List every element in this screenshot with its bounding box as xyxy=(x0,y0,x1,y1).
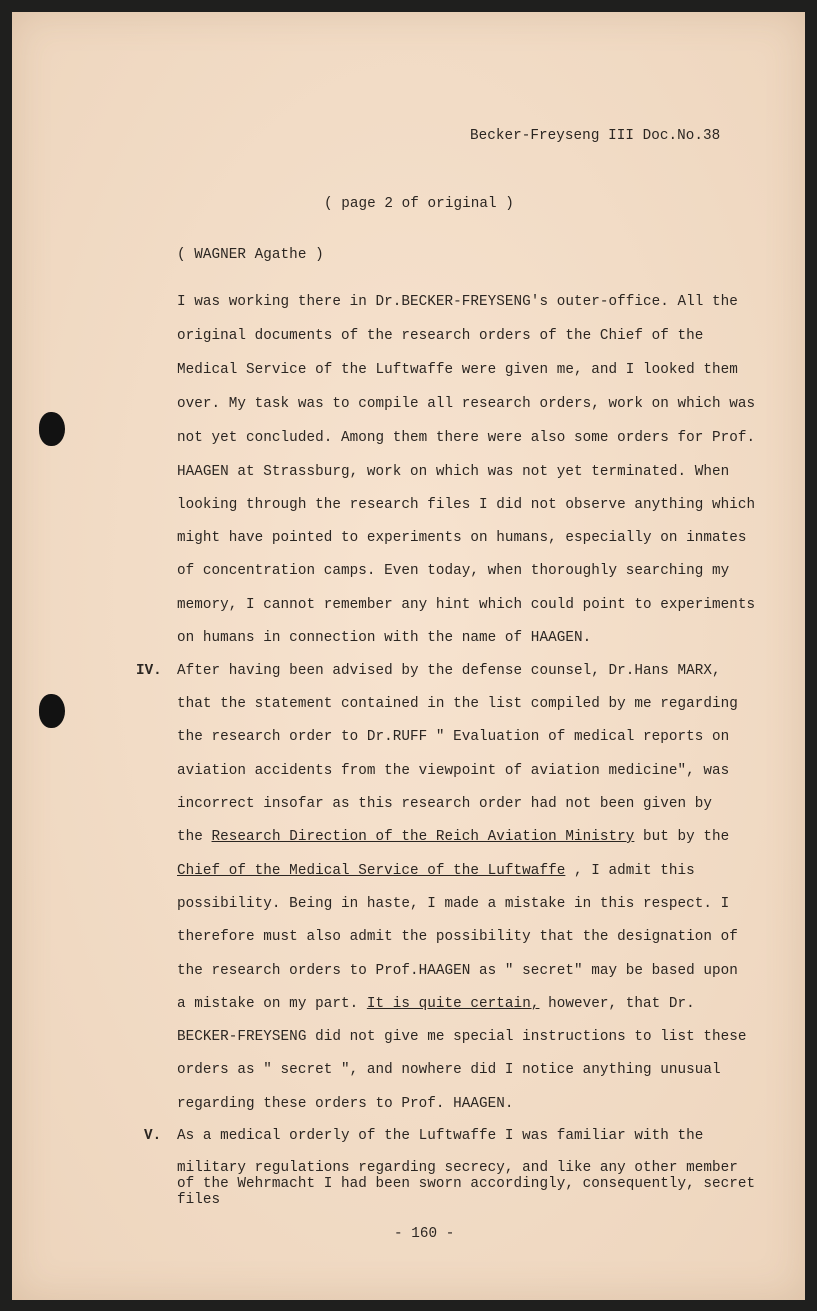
text-line: might have pointed to experiments on humans, especially on inmates xyxy=(177,530,747,546)
text-segment: but by the xyxy=(634,829,730,845)
page-number: - 160 - xyxy=(394,1226,455,1242)
underlined-text: It is quite certain, xyxy=(366,996,540,1012)
text-segment: however, that Dr. xyxy=(539,996,695,1012)
text-line: the research orders to Prof.HAAGEN as " secret" may be based upon xyxy=(177,963,738,979)
text-line: of the Wehrmacht I had been sworn accordingly, consequently, secret xyxy=(177,1176,756,1192)
page-note: ( page 2 of original ) xyxy=(324,196,514,212)
document-page xyxy=(12,12,805,1300)
text-line: memory, I cannot remember any hint which could point to experiments xyxy=(177,597,756,613)
punch-hole xyxy=(39,412,65,446)
text-line: aviation accidents from the viewpoint of aviation medicine", was xyxy=(177,763,730,779)
text-line: therefore must also admit the possibility that the designation of xyxy=(177,929,738,945)
text-line xyxy=(177,996,695,1012)
text-line: As a medical orderly of the Luftwaffe I was familiar with the xyxy=(177,1128,704,1144)
text-line: BECKER-FREYSENG did not give me special instructions to list these xyxy=(177,1029,747,1045)
text-line: I was working there in Dr.BECKER-FREYSENG's outer-office. All the xyxy=(177,294,738,310)
text-line: orders as " secret ", and nowhere did I notice anything unusual xyxy=(177,1062,721,1078)
text-line: After having been advised by the defense counsel, Dr.Hans MARX, xyxy=(177,663,721,679)
section-number: V. xyxy=(144,1128,162,1144)
text-line: that the statement contained in the list compiled by me regarding xyxy=(177,696,738,712)
text-line: the research order to Dr.RUFF " Evaluation of medical reports on xyxy=(177,729,730,745)
text-line: looking through the research files I did not observe anything which xyxy=(177,497,756,513)
text-line: of concentration camps. Even today, when thoroughly searching my xyxy=(177,563,730,579)
text-line: military regulations regarding secrecy, and like any other member xyxy=(177,1160,738,1176)
text-line: files xyxy=(177,1192,221,1208)
witness-name: ( WAGNER Agathe ) xyxy=(177,247,324,263)
text-line: on humans in connection with the name of HAAGEN. xyxy=(177,630,592,646)
text-line: regarding these orders to Prof. HAAGEN. xyxy=(177,1096,514,1112)
text-segment: the xyxy=(177,829,212,845)
text-line: incorrect insofar as this research order had not been given by xyxy=(177,796,713,812)
document-id: Becker-Freyseng III Doc.No.38 xyxy=(470,128,721,144)
text-line: over. My task was to compile all research orders, work on which was xyxy=(177,396,756,412)
underlined-text: Research Direction of the Reich Aviation Ministry xyxy=(211,829,635,845)
text-line xyxy=(177,829,729,845)
text-line: HAAGEN at Strassburg, work on which was not yet terminated. When xyxy=(177,464,730,480)
section-number: IV. xyxy=(136,663,162,679)
text-segment: , I admit this xyxy=(565,863,695,879)
text-line: not yet concluded. Among them there were also some orders for Prof. xyxy=(177,430,756,446)
text-line: Medical Service of the Luftwaffe were given me, and I looked them xyxy=(177,362,738,378)
text-line xyxy=(177,863,695,879)
underlined-text: Chief of the Medical Service of the Luftwaffe xyxy=(177,863,566,879)
text-line: possibility. Being in haste, I made a mistake in this respect. I xyxy=(177,896,730,912)
text-line: original documents of the research orders of the Chief of the xyxy=(177,328,704,344)
text-segment: a mistake on my part. xyxy=(177,996,367,1012)
punch-hole xyxy=(39,694,65,728)
